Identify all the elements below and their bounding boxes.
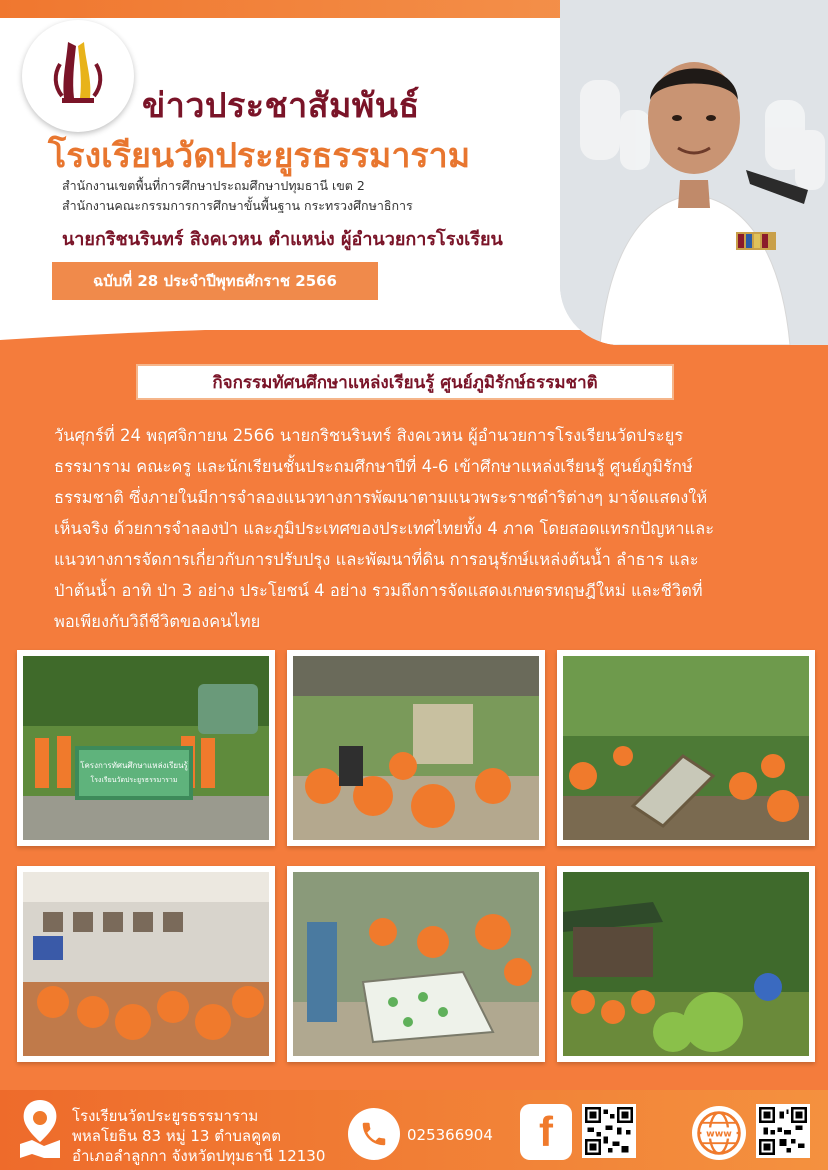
article-body	[54, 420, 814, 637]
article-line: แนวทางการจัดการเกี่ยวกับการปรับปรุง และพัฒนาที่ดิน การอนุรักษ์แหล่งต้นน้ำ ลำธาร และ	[54, 550, 699, 569]
photo-group-banner	[17, 650, 275, 846]
issue-badge: ฉบับที่ 28 ประจำปีพุทธศักราช 2566	[52, 262, 378, 300]
location-pin-icon	[16, 1098, 64, 1160]
svg-text:www: www	[706, 1128, 732, 1140]
article-line: วันศุกร์ที่ 24 พฤศจิกายน 2566 นายกริชนรินทร์ สิงคเวหน ผู้อำนวยการโรงเรียนวัดประยูร	[54, 426, 684, 445]
director-portrait	[560, 0, 828, 345]
phone-icon[interactable]	[348, 1108, 400, 1160]
photo-classroom	[17, 866, 275, 1062]
photo-pavilion	[287, 650, 545, 846]
article-line: ป่าต้นน้ำ อาทิ ป่า 3 อย่าง ประโยชน์ 4 อย่าง รวมถึงการจัดแสดงเกษตรทฤษฎีใหม่ และชีวิตที่	[54, 581, 703, 600]
article-line: ธรรมชาติ ซึ่งภายในมีการจำลองแนวทางการพัฒนาตามแนวพระราชดำริต่างๆ มาจัดแสดงให้	[54, 488, 708, 507]
photo-garden-hut	[557, 866, 815, 1062]
office-line-1: สำนักงานเขตพื้นที่การศึกษาประถมศึกษาปทุมธานี เขต 2	[62, 178, 365, 193]
school-logo	[22, 20, 134, 132]
footer-address-1: โรงเรียนวัดประยูรธรรมาราม	[72, 1107, 259, 1125]
article-line: พอเพียงกับวิถีชีวิตของคนไทย	[54, 612, 261, 631]
section-title: กิจกรรมทัศนศึกษาแหล่งเรียนรู้ ศูนย์ภูมิรักษ์ธรรมชาติ	[136, 364, 674, 400]
photo-model-table	[287, 866, 545, 1062]
article-line: ธรรมาราม คณะครู และนักเรียนชั้นประถมศึกษาปีที่ 4-6 เข้าศึกษาแหล่งเรียนรู้ ศูนย์ภูมิรักษ์	[54, 457, 693, 476]
website-qr-code	[756, 1104, 810, 1158]
footer-address-3: อำเภอลำลูกกา จังหวัดปทุมธานี 12130	[72, 1147, 326, 1165]
director-line: นายกริชนรินทร์ สิงคเวหน ตำแหน่ง ผู้อำนวยการโรงเรียน	[62, 229, 503, 250]
photo-forest-display	[557, 650, 815, 846]
facebook-icon[interactable]: f	[520, 1104, 572, 1160]
office-line-2: สำนักงานคณะกรรมการการศึกษาขั้นพื้นฐาน กระทรวงศึกษาธิการ	[62, 198, 413, 213]
school-title: โรงเรียนวัดประยูรธรรมาราม	[48, 136, 471, 176]
banner-text-1: โครงการทัศนศึกษาแหล่งเรียนรู้	[80, 761, 188, 770]
footer-address-2: พหลโยธิน 83 หมู่ 13 ตำบลคูคต	[72, 1127, 281, 1145]
phone-number[interactable]: 025366904	[407, 1126, 493, 1144]
facebook-qr-code	[582, 1104, 636, 1158]
news-title: ข่าวประชาสัมพันธ์	[142, 86, 420, 126]
article-line: เห็นจริง ด้วยการจำลองป่า และภูมิประเทศของประเทศไทยทั้ง 4 ภาค โดยสอดแทรกปัญหาและ	[54, 519, 715, 538]
website-globe-icon[interactable]	[692, 1106, 746, 1160]
banner-text-2: โรงเรียนวัดประยูรธรรมาราม	[90, 776, 178, 784]
